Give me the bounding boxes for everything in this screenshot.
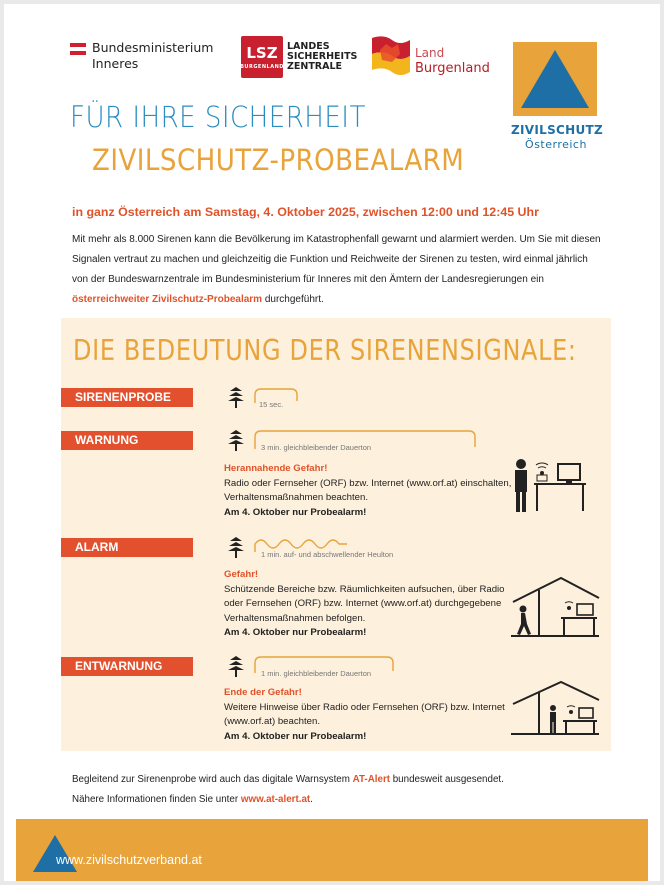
bmi-line2: Inneres <box>92 56 139 71</box>
footer-line1-after: bundesweit ausgesendet. <box>390 774 504 785</box>
zivilschutzverband-link[interactable]: www.zivilschutzverband.at <box>56 853 202 867</box>
warnung-text: Radio oder Fernseher (ORF) bzw. Internet (www.orf.at) einschalten, Verhaltensmaßnahmen beachten. <box>224 477 512 503</box>
tag-entwarnung: ENTWARNUNG <box>61 657 193 676</box>
signals-title: DIE BEDEUTUNG DER SIRENENSIGNALE: <box>73 334 577 367</box>
siren-icon <box>226 429 246 451</box>
entwarnung-heading: Ende der Gefahr! <box>224 687 302 698</box>
alarm-heading: Gefahr! <box>224 569 259 580</box>
bgld-line2: Burgenland <box>415 61 490 76</box>
footer-text <box>72 770 504 810</box>
person-at-home-icon <box>509 678 601 736</box>
at-alert-link[interactable]: www.at-alert.at <box>240 794 311 805</box>
siren-icon <box>226 386 246 408</box>
intro-text-before: Mit mehr als 8.000 Sirenen kann die Bevölkerung im Katastrophenfall gewarnt und alarmiert werden. Um Sie mit diesen Signalen vertraut zu machen und gleichzeitig die Funktion und Reichweite der Sirenen zu testen, wird einmal jährlich von der Bundeswarnzentrale im Bundesministerium für Inneres mit den Ämtern der Landesregierungen ein <box>72 234 601 285</box>
alarm-note: Am 4. Oktober nur Probealarm! <box>224 627 367 638</box>
warnung-duration: 3 min. gleichbleibender Dauerton <box>261 443 372 452</box>
alarm-duration: 1 min. auf- und abschwellender Heulton <box>261 550 394 559</box>
tag-alarm: ALARM <box>61 538 193 557</box>
burgenland-logo <box>370 34 490 76</box>
signals-box <box>61 318 611 751</box>
zs-line1: ZIVILSCHUTZ <box>511 123 603 137</box>
siren-icon <box>226 655 246 677</box>
entwarnung-description <box>224 686 514 744</box>
tag-warnung: WARNUNG <box>61 431 193 450</box>
lsz-line1: LANDES <box>287 41 330 52</box>
footer-line2 <box>72 790 504 810</box>
lsz-badge <box>241 36 283 78</box>
date-subheading: in ganz Österreich am Samstag, 4. Oktober 2025, zwischen 12:00 und 12:45 Uhr <box>72 205 539 219</box>
tag-sirenenprobe: SIRENENPROBE <box>61 388 193 407</box>
entwarnung-duration: 1 min. gleichbleibender Dauerton <box>261 669 372 678</box>
alarm-description <box>224 568 514 641</box>
intro-highlight: österreichweiter Zivilschutz-Probealarm <box>72 294 263 305</box>
warnung-heading: Herannahende Gefahr! <box>224 463 328 474</box>
zs-line2: Österreich <box>525 138 587 151</box>
zivilschutz-logo <box>511 42 601 151</box>
page-title-1: FÜR IHRE SICHERHEIT <box>70 100 366 134</box>
probe-duration: 15 sec. <box>259 400 284 409</box>
lsz-line2: SICHERHEITS <box>287 51 358 62</box>
footer-line1 <box>72 770 504 790</box>
austria-flag-icon <box>70 43 86 55</box>
bgld-line1: Land <box>415 46 445 60</box>
lsz-logo <box>241 36 357 78</box>
lsz-short: LSZ <box>246 44 278 62</box>
warnung-note: Am 4. Oktober nur Probealarm! <box>224 506 367 518</box>
bottom-bar <box>16 819 648 881</box>
siren-icon <box>226 536 246 558</box>
burgenland-flag-icon <box>370 34 412 76</box>
bmi-logo <box>70 40 213 72</box>
lsz-sub: BURGENLAND <box>240 64 284 70</box>
warnung-description <box>224 462 514 520</box>
intro-paragraph <box>72 230 602 310</box>
footer-line1-before: Begleitend zur Sirenenprobe wird auch das digitale Warnsystem <box>72 774 353 785</box>
footer-line2-after: . <box>310 794 313 805</box>
entwarnung-text: Weitere Hinweise über Radio oder Fernsehen (ORF) bzw. Internet (www.orf.at) beachten. <box>224 701 505 727</box>
bmi-line1: Bundesministerium <box>92 40 214 55</box>
entwarnung-note: Am 4. Oktober nur Probealarm! <box>224 730 367 742</box>
lsz-line3: ZENTRALE <box>287 61 343 72</box>
person-tv-icon <box>508 456 590 518</box>
person-entering-house-icon <box>509 572 601 638</box>
flyer-page <box>4 4 660 881</box>
page-title-2: ZIVILSCHUTZ-PROBEALARM <box>92 143 465 177</box>
footer-line2-before: Nähere Informationen finden Sie unter <box>72 794 241 805</box>
at-alert-label: AT-Alert <box>352 774 391 785</box>
blue-triangle-icon <box>513 42 597 116</box>
intro-text-after: durchgeführt. <box>262 294 324 305</box>
zivilschutz-emblem <box>513 42 597 116</box>
alarm-text: Schützende Bereiche bzw. Räumlichkeiten aufsuchen, über Radio oder Fernsehen (ORF) bzw. Internet (www.orf.at) durchgegebene Verhaltensmaßnahmen befolgen. <box>224 583 505 624</box>
